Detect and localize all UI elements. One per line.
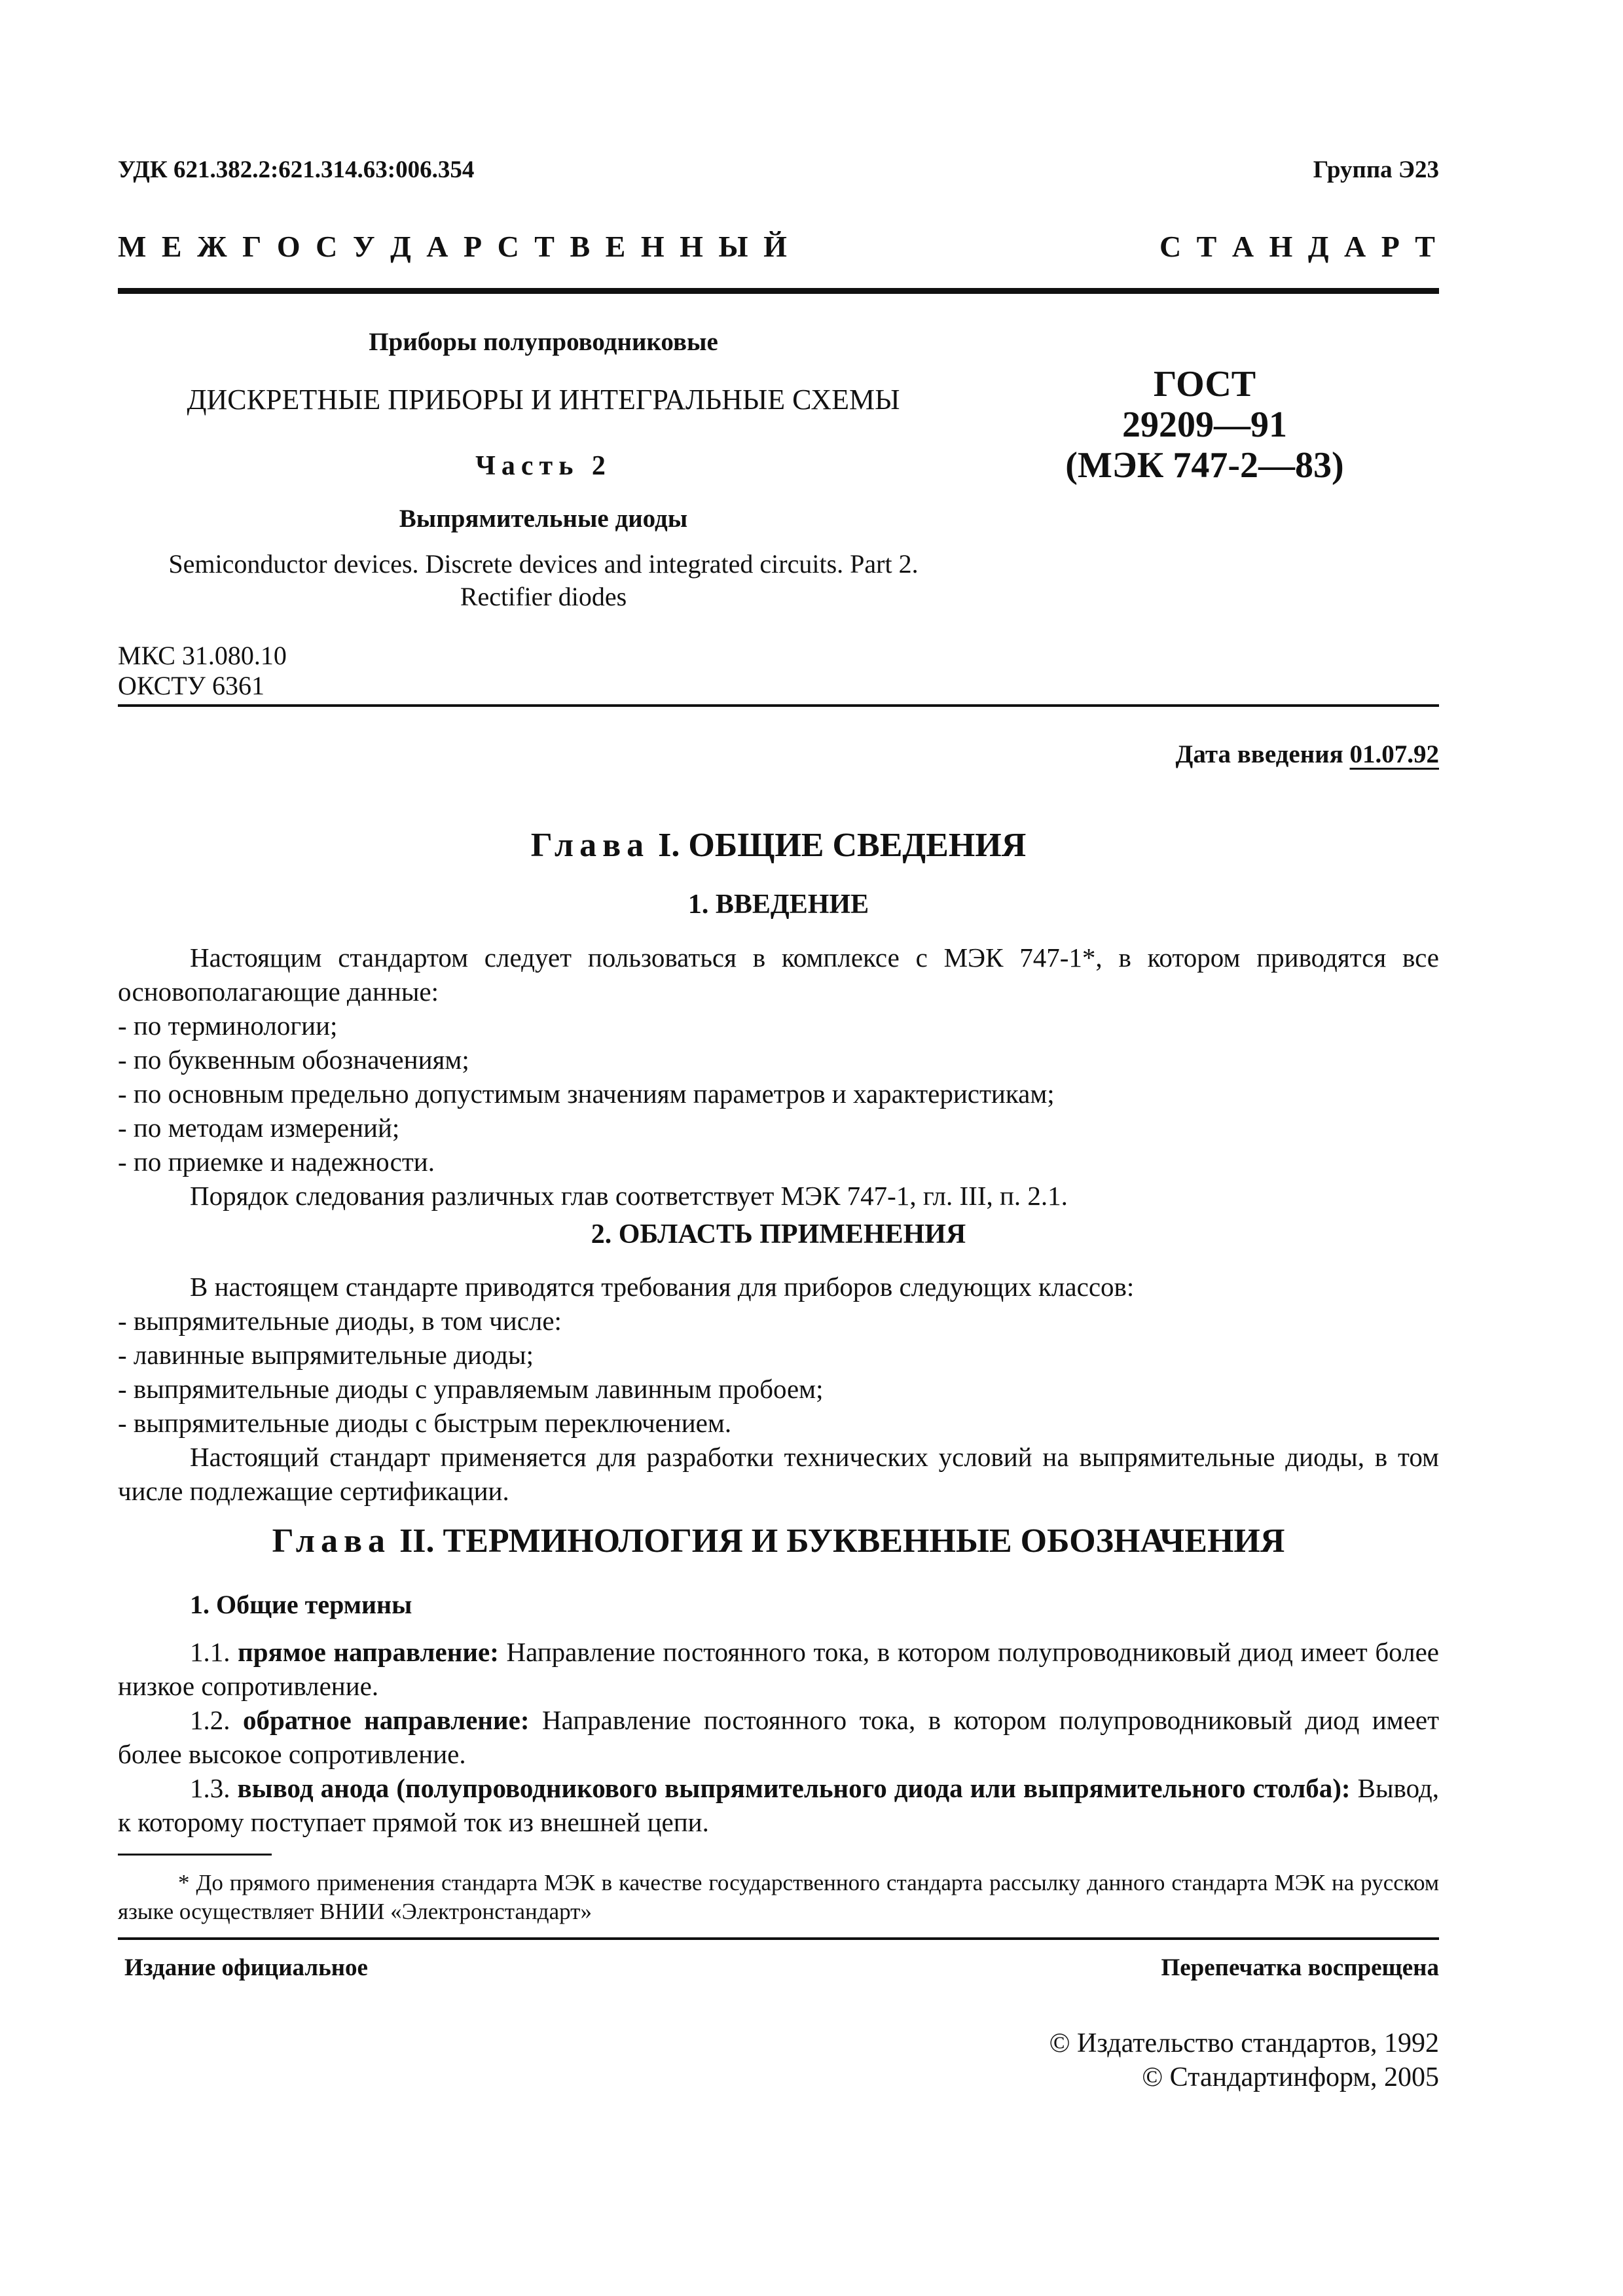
- term-number: 1.2.: [190, 1705, 230, 1735]
- chapter1-heading: [118, 826, 1439, 865]
- list-item: - выпрямительные диоды с быстрым переключением.: [118, 1408, 732, 1438]
- footnote-separator: [118, 1854, 272, 1856]
- official-edition: Издание официальное: [124, 1954, 368, 1981]
- list-item: - выпрямительные диоды, в том числе:: [118, 1306, 562, 1336]
- term-name: вывод анода (полупроводникового выпрямительного диода или выпрямительного столба):: [237, 1773, 1351, 1803]
- footer-rule: [118, 1937, 1439, 1940]
- order-paragraph: Порядок следования различных глав соответствует МЭК 747-1, гл. III, п. 2.1.: [190, 1181, 1068, 1211]
- classification-rule: [118, 704, 1439, 707]
- term-definition: Вывод, к которому поступает прямой ток из внешней цепи.: [118, 1773, 1440, 1837]
- group-label: Группа Э23: [1313, 156, 1439, 183]
- scope-paragraph: В настоящем стандарте приводятся требования для приборов следующих классов:: [190, 1272, 1135, 1302]
- list-item: - лавинные выпрямительные диоды;: [118, 1340, 534, 1370]
- list-item: - по приемке и надежности.: [118, 1147, 435, 1177]
- footnote: * До прямого применения стандарта МЭК в качестве государственного стандарта рассылку данного стандарта МЭК на русском языке осуществляет ВНИИ «Электронстандарт»: [118, 1870, 1439, 1924]
- main-title: ДИСКРЕТНЫЕ ПРИБОРЫ И ИНТЕГРАЛЬНЫЕ СХЕМЫ: [187, 384, 900, 416]
- list-item: - по основным предельно допустимым значениям параметров и характеристикам;: [118, 1079, 1055, 1109]
- section-introduction-body: [118, 941, 1439, 1213]
- copyright-1992: © Издательство стандартов, 1992: [1049, 2028, 1439, 2058]
- english-title-line1: Semiconductor devices. Discrete devices and integrated circuits. Part 2.: [168, 549, 919, 579]
- term-definition: Направление постоянного тока, в котором полупроводниковый диод имеет более высокое сопротивление.: [118, 1705, 1440, 1769]
- scope-application-paragraph: Настоящий стандарт применяется для разработки технических условий на выпрямительные диоды, в том числе подлежащие сертификации.: [118, 1442, 1439, 1506]
- term-number: 1.3.: [190, 1773, 230, 1803]
- mks-code: МКС 31.080.10: [118, 641, 287, 670]
- intro-date: [1176, 740, 1439, 769]
- introduction-paragraph: Настоящим стандартом следует пользоваться в комплексе с МЭК 747-1*, в котором приводятся все основополагающие данные:: [118, 942, 1439, 1007]
- chapter2-heading: [118, 1522, 1439, 1560]
- okstu-code: ОКСТУ 6361: [118, 671, 265, 700]
- term-anode-terminal: [118, 1771, 1439, 1839]
- header-thick-rule: [118, 288, 1439, 294]
- term-number: 1.1.: [190, 1637, 230, 1667]
- term-reverse-direction: [118, 1703, 1439, 1771]
- section-scope-title: 2. ОБЛАСТЬ ПРИМЕНЕНИЯ: [591, 1219, 966, 1249]
- list-item: - по буквенным обозначениям;: [118, 1045, 469, 1075]
- term-name: прямое направление:: [238, 1637, 499, 1667]
- term-name: обратное направление:: [242, 1705, 530, 1735]
- terms-body: [118, 1635, 1439, 1839]
- term-definition: Направление постоянного тока, в котором полупроводниковый диод имеет более низкое сопротивление.: [118, 1637, 1439, 1701]
- devices-title: Приборы полупроводниковые: [369, 328, 718, 356]
- general-terms-title: 1. Общие термины: [190, 1590, 412, 1619]
- standard-heading-right: С Т А Н Д А Р Т: [1159, 230, 1439, 263]
- intro-date-value: 01.07.92: [1349, 740, 1439, 768]
- chapter1-prefix: Глава: [530, 827, 650, 864]
- copyright-2005: © Стандартинформ, 2005: [1142, 2062, 1439, 2092]
- intro-date-label: Дата введения: [1175, 740, 1343, 768]
- iec-number: (МЭК 747-2—83): [1065, 445, 1344, 486]
- gost-label: ГОСТ: [1153, 364, 1256, 404]
- part-label: Часть 2: [475, 451, 611, 481]
- standard-heading-left: М Е Ж Г О С У Д А Р С Т В Е Н Н Ы Й: [118, 230, 791, 263]
- section-introduction-title: 1. ВВЕДЕНИЕ: [687, 889, 869, 920]
- term-forward-direction: [118, 1635, 1439, 1703]
- list-item: - выпрямительные диоды с управляемым лавинным пробоем;: [118, 1374, 824, 1404]
- list-item: - по терминологии;: [118, 1011, 338, 1041]
- subtitle: Выпрямительные диоды: [399, 505, 688, 533]
- udk-code: УДК 621.382.2:621.314.63:006.354: [118, 156, 475, 183]
- english-title-line2: Rectifier diodes: [460, 582, 627, 611]
- gost-number: 29209—91: [1122, 404, 1287, 445]
- section-scope-body: [118, 1270, 1439, 1508]
- chapter2-title: II. ТЕРМИНОЛОГИЯ И БУКВЕННЫЕ ОБОЗНАЧЕНИЯ: [399, 1522, 1285, 1560]
- list-item: - по методам измерений;: [118, 1113, 400, 1143]
- chapter2-prefix: Глава: [272, 1522, 392, 1560]
- chapter1-title: I. ОБЩИЕ СВЕДЕНИЯ: [658, 827, 1027, 864]
- reprint-prohibited: Перепечатка воспрещена: [1161, 1954, 1439, 1981]
